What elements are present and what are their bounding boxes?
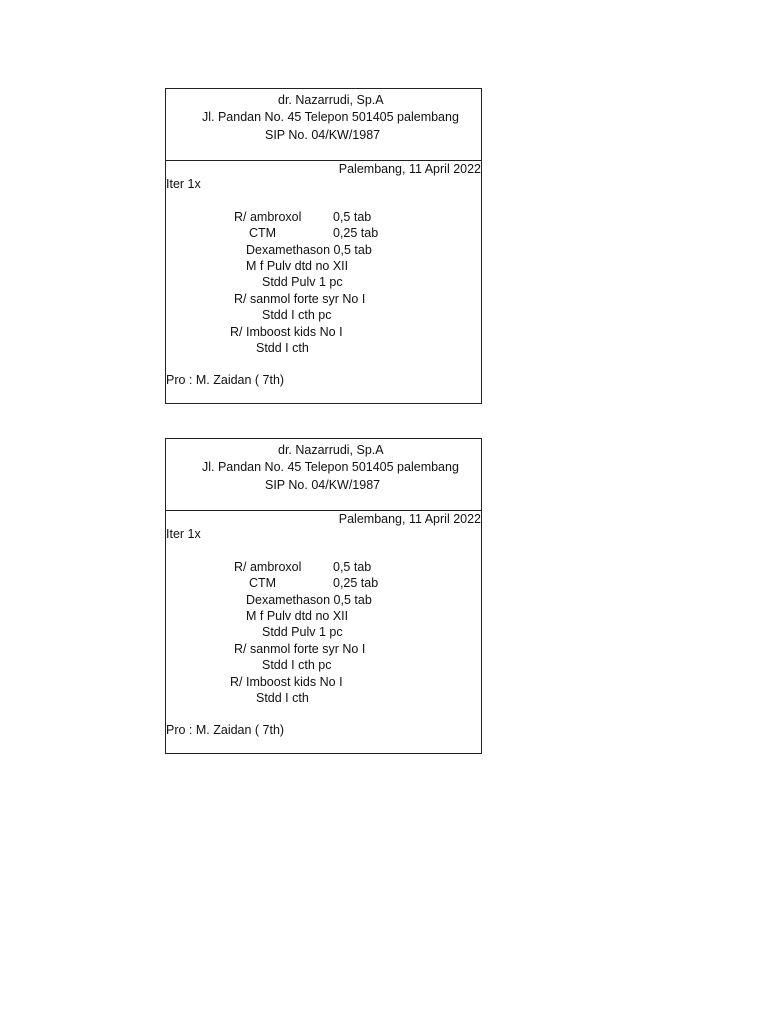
prescription-date: Palembang, 11 April 2022 <box>338 512 481 526</box>
prescription-header <box>166 439 481 511</box>
prescription-date: Palembang, 11 April 2022 <box>338 162 481 176</box>
rx-imboost: R/ Imboost kids No I <box>230 675 343 689</box>
rx-ambroxol-dose: 0,5 tab <box>333 210 372 224</box>
rx-sanmol: R/ sanmol forte syr No I <box>234 292 366 306</box>
rx-ctm-dose: 0,25 tab <box>333 576 379 590</box>
rx-ambroxol: R/ ambroxol <box>234 210 302 224</box>
doctor-name: dr. Nazarrudi, Sp.A <box>278 93 384 107</box>
rx-ctm-dose: 0,25 tab <box>333 226 379 240</box>
doctor-address: Jl. Pandan No. 45 Telepon 501405 palembang <box>202 110 459 124</box>
rx-ambroxol: R/ ambroxol <box>234 560 302 574</box>
patient-pro: Pro : M. Zaidan ( 7th) <box>166 723 285 737</box>
prescription-header <box>166 89 481 161</box>
doctor-name: dr. Nazarrudi, Sp.A <box>278 443 384 457</box>
iter-note: Iter 1x <box>166 177 201 191</box>
rx-ctm: CTM <box>249 576 277 590</box>
rx-dexamethason: Dexamethason 0,5 tab <box>246 593 372 607</box>
doctor-sip: SIP No. 04/KW/1987 <box>265 128 381 142</box>
rx-stdd-cth-pc: Stdd I cth pc <box>262 308 332 322</box>
patient-pro: Pro : M. Zaidan ( 7th) <box>166 373 285 387</box>
rx-imboost: R/ Imboost kids No I <box>230 325 343 339</box>
rx-sanmol: R/ sanmol forte syr No I <box>234 642 366 656</box>
rx-stdd-pulv: Stdd Pulv 1 pc <box>262 625 343 639</box>
rx-stdd-cth: Stdd I cth <box>256 341 309 355</box>
rx-mf-pulv: M f Pulv dtd no XII <box>246 609 349 623</box>
rx-mf-pulv: M f Pulv dtd no XII <box>246 259 349 273</box>
doctor-sip: SIP No. 04/KW/1987 <box>265 478 381 492</box>
prescription-card-2 <box>165 438 482 754</box>
rx-stdd-cth-pc: Stdd I cth pc <box>262 658 332 672</box>
iter-note: Iter 1x <box>166 527 201 541</box>
rx-stdd-cth: Stdd I cth <box>256 691 309 705</box>
prescription-card-1 <box>165 88 482 404</box>
doctor-address: Jl. Pandan No. 45 Telepon 501405 palembang <box>202 460 459 474</box>
rx-ambroxol-dose: 0,5 tab <box>333 560 372 574</box>
rx-stdd-pulv: Stdd Pulv 1 pc <box>262 275 343 289</box>
rx-dexamethason: Dexamethason 0,5 tab <box>246 243 372 257</box>
rx-ctm: CTM <box>249 226 277 240</box>
